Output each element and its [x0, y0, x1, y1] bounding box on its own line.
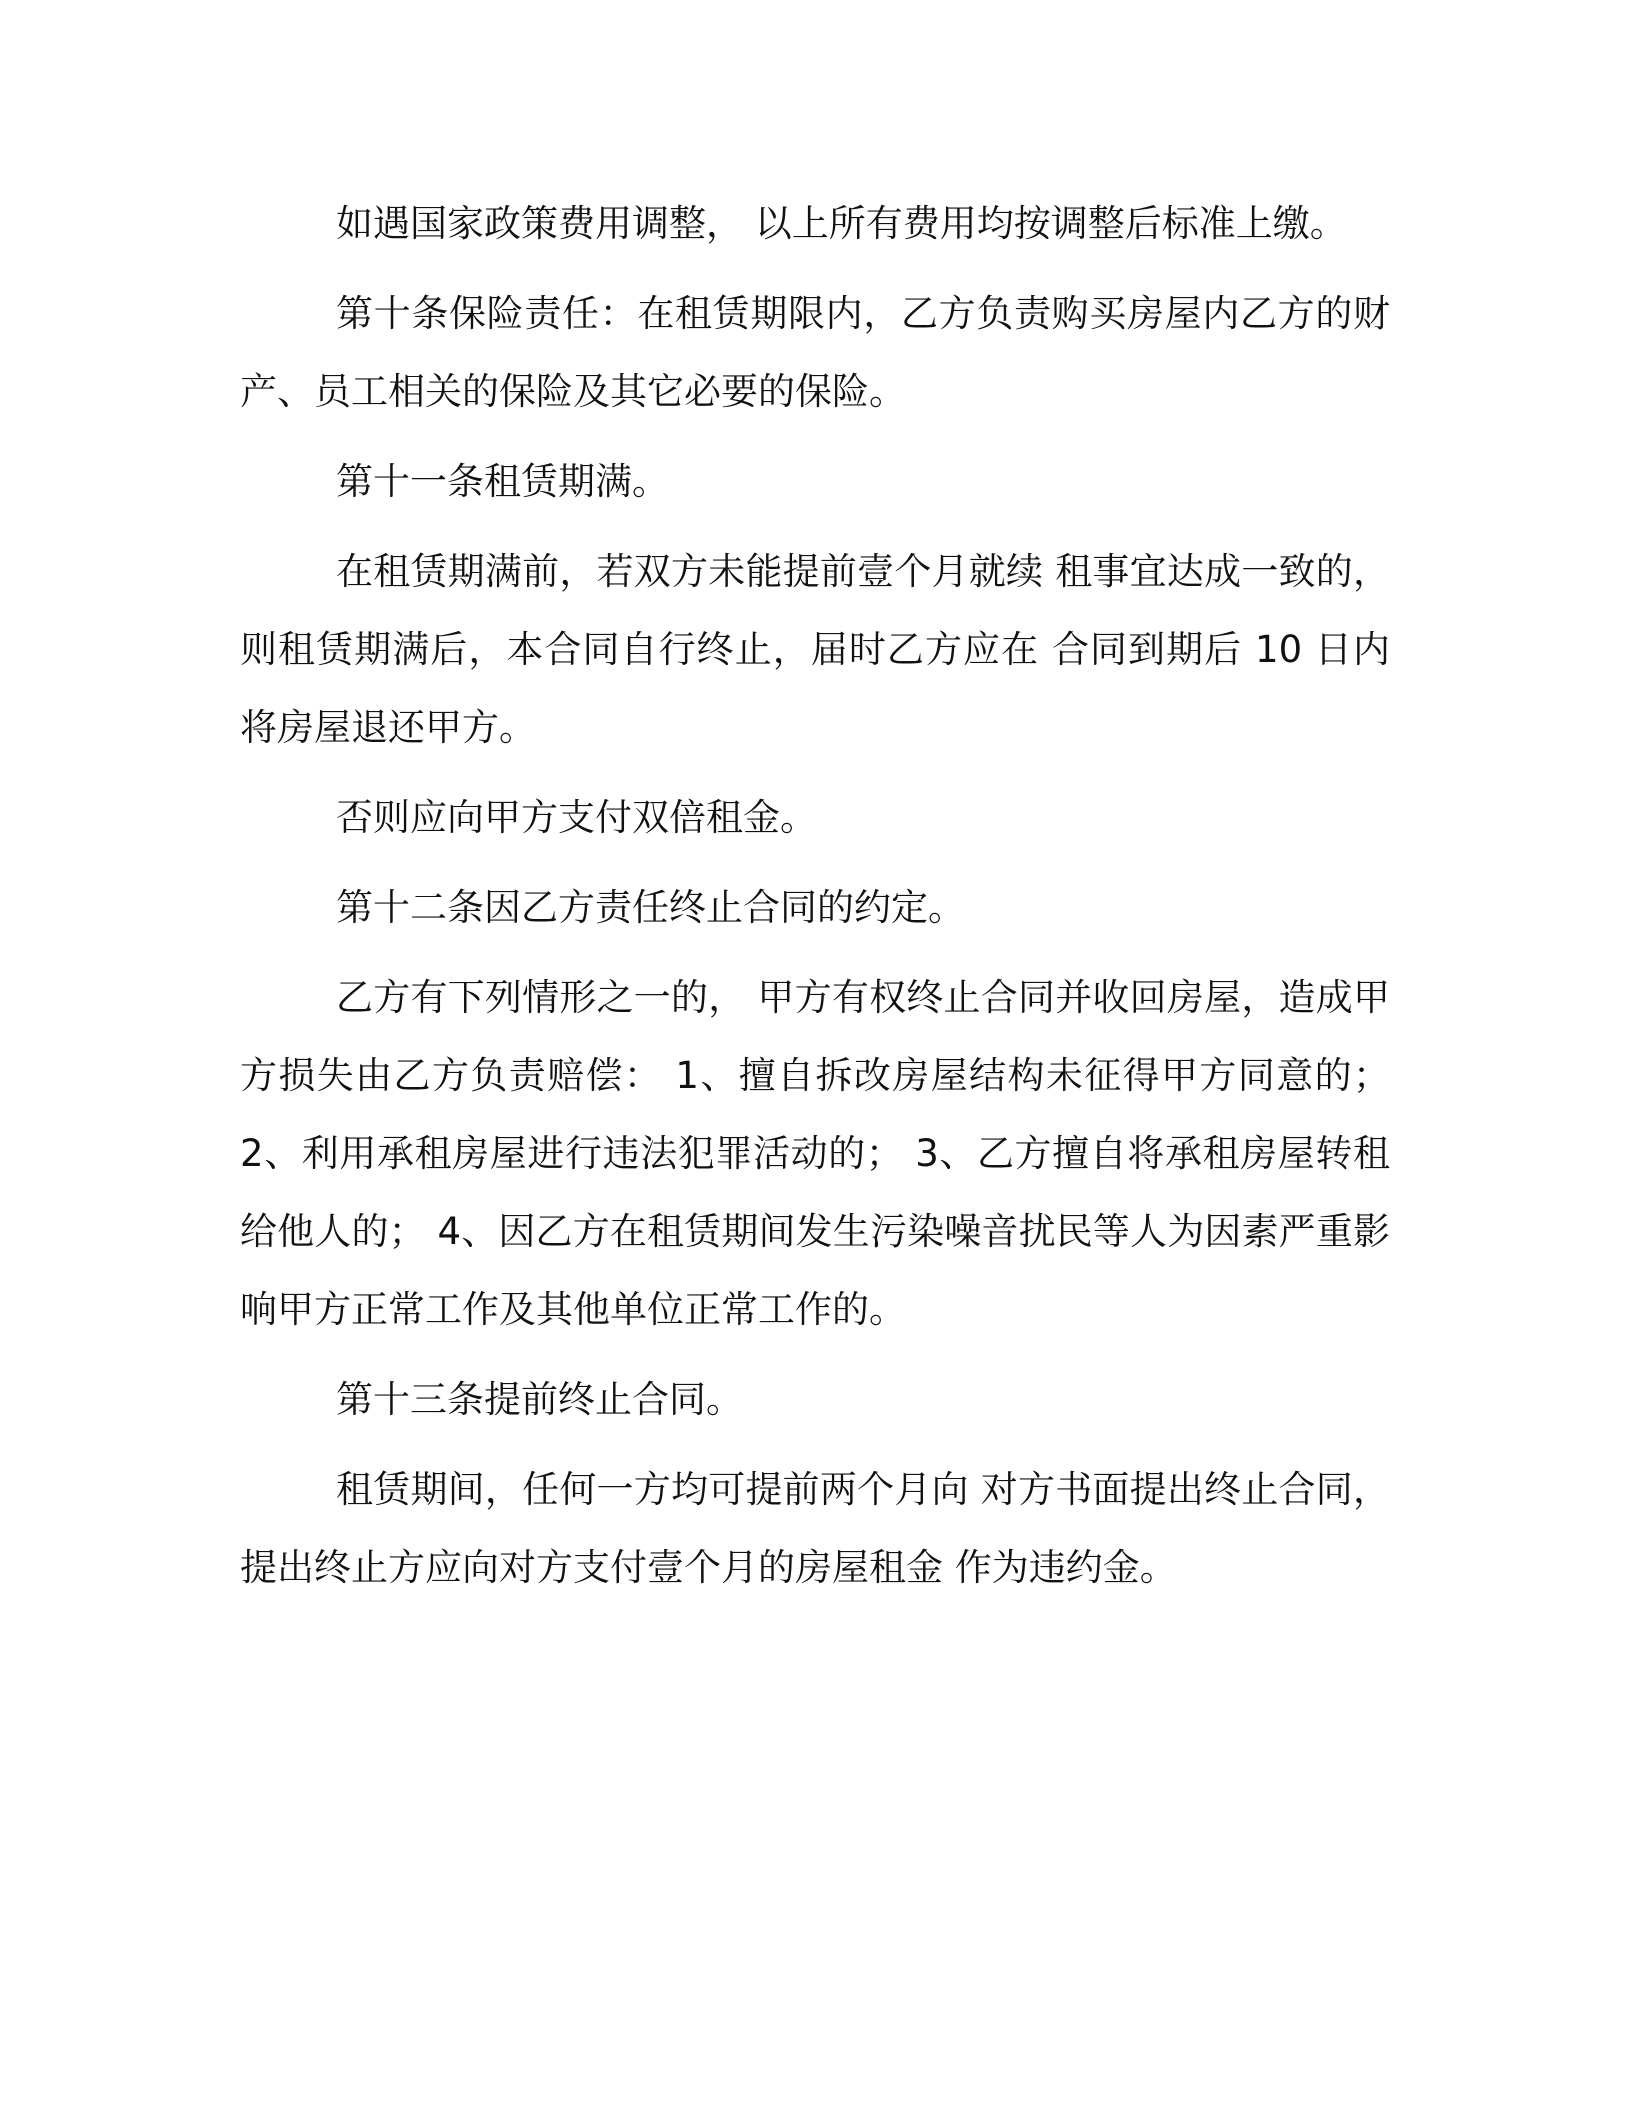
- paragraph-article-12-conditions: 乙方有下列情形之一的， 甲方有权终止合同并收回房屋，造成甲方损失由乙方负责赔偿： 1、擅自拆改房屋结构未征得甲方同意的； 2、利用承租房屋进行违法犯罪活动的； 3、乙方擅自将承租房屋转租给他人的； 4、因乙方在租赁期间发生污染噪音扰民等人为因素严重影响甲方正常工作及其他单位正常工作的。: [240, 976, 1390, 1331]
- paragraph-article-13-early-termination: 租赁期间，任何一方均可提前两个月向 对方书面提出终止合同，提出终止方应向对方支付壹个月的房屋租金 作为违约金。: [240, 1468, 1390, 1589]
- paragraph-article-11-heading: 第十一条租赁期满。: [336, 460, 669, 503]
- paragraph-article-11-renewal: 在租赁期满前，若双方未能提前壹个月就续 租事宜达成一致的，则租赁期满后，本合同自行终止，届时乙方应在 合同到期后 10 日内将房屋退还甲方。: [240, 550, 1390, 749]
- paragraph-article-13-heading: 第十三条提前终止合同。: [336, 1378, 743, 1421]
- paragraph-fee-adjustment: 如遇国家政策费用调整， 以上所有费用均按调整后标准上缴。: [336, 202, 1347, 245]
- document-body: [240, 185, 1390, 1619]
- paragraph-article-10-insurance: 第十条保险责任：在租赁期限内，乙方负责购买房屋内乙方的财产、员工相关的保险及其它必要的保险。: [240, 292, 1390, 413]
- paragraph-article-12-heading: 第十二条因乙方责任终止合同的约定。: [336, 886, 965, 929]
- paragraph-article-11-double-rent: 否则应向甲方支付双倍租金。: [336, 796, 817, 839]
